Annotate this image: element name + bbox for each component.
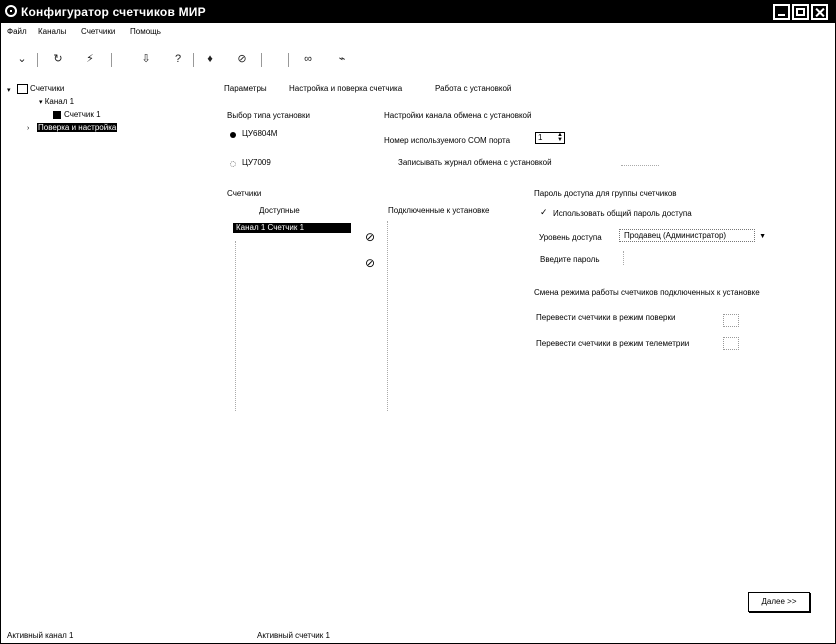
minimize-button[interactable] <box>773 4 790 20</box>
title-bar <box>1 1 835 23</box>
flag-icon[interactable]: ⌁ <box>338 53 346 65</box>
tree-item-label: Счетчики <box>30 84 65 94</box>
radio-install-type-2[interactable] <box>230 161 236 167</box>
com-port-label: Номер используемого COM порта <box>384 136 511 145</box>
close-button[interactable] <box>811 4 828 20</box>
channel-settings-heading: Настройки канала обмена с установкой <box>384 111 532 120</box>
wand-icon[interactable]: ⚡ <box>86 53 94 65</box>
list-border <box>387 221 388 411</box>
access-level-select[interactable] <box>619 229 766 242</box>
down-arrow-icon[interactable]: ⇩ <box>141 53 151 65</box>
com-port-value: 1 <box>538 133 543 142</box>
meter-icon <box>53 111 61 119</box>
verify-mode-label: Перевести счетчики в режим поверки <box>536 313 676 322</box>
menu-file[interactable]: Файл <box>7 27 27 36</box>
menu-help[interactable]: Помощь <box>130 27 161 36</box>
tab-parameters[interactable]: Параметры <box>224 84 267 93</box>
telemetry-mode-label: Перевести счетчики в режим телеметрии <box>536 339 690 348</box>
tab-meter-setup[interactable]: Настройка и поверка счетчика <box>289 84 403 93</box>
status-active-meter: Активный счетчик 1 <box>257 631 330 640</box>
help-icon[interactable]: ? <box>174 53 182 65</box>
spinner-arrows-icon[interactable]: ▲ ▼ <box>557 132 563 143</box>
tree-collapse-toggle[interactable]: ▾ <box>7 87 11 94</box>
tree-item-label: Канал 1 <box>44 97 75 106</box>
install-type-option-2: ЦУ7009 <box>242 158 271 167</box>
tree-collapse-toggle[interactable]: ▾ <box>39 99 43 106</box>
toolbar-separator <box>193 53 194 67</box>
toolbar-separator <box>37 53 38 67</box>
tree-item-verification[interactable]: Поверка и настройка <box>38 123 117 132</box>
mode-heading: Смена режима работы счетчиков подключенных к установке <box>534 288 760 297</box>
link-icon[interactable]: ∞ <box>304 53 312 65</box>
install-type-heading: Выбор типа установки <box>227 111 310 120</box>
radio-install-type-1[interactable] <box>230 132 236 138</box>
menu-meters[interactable]: Счетчики <box>81 27 116 36</box>
available-meters-label: Доступные <box>259 206 300 215</box>
refresh-icon[interactable]: ↻ <box>53 53 63 65</box>
install-type-option-1: ЦУ6804М <box>242 129 278 138</box>
connected-meters-label: Подключенные к установке <box>388 206 490 215</box>
remove-meter-button[interactable]: ⊘ <box>364 256 376 270</box>
menu-bar <box>1 25 835 39</box>
telemetry-mode-button[interactable] <box>723 337 739 350</box>
password-input[interactable] <box>623 251 624 265</box>
access-level-value: Продавец (Администратор) <box>624 231 727 240</box>
toolbar-separator <box>111 53 112 67</box>
toolbar-separator <box>261 53 262 67</box>
access-level-label: Уровень доступа <box>539 233 602 242</box>
chevron-down-icon[interactable]: ▼ <box>759 233 766 240</box>
toolbar <box>5 47 831 73</box>
folder-icon <box>17 84 28 94</box>
menu-channels[interactable]: Каналы <box>38 27 67 36</box>
app-icon <box>5 5 17 17</box>
tree-item-label: Счетчик 1 <box>64 110 101 119</box>
password-heading: Пароль доступа для группы счетчиков <box>534 189 677 198</box>
log-exchange-checkbox[interactable] <box>621 165 659 166</box>
status-bar <box>1 629 835 643</box>
verify-mode-button[interactable] <box>723 314 739 327</box>
connect-icon[interactable]: ⊘ <box>237 53 247 65</box>
tab-installation[interactable]: Работа с установкой <box>435 84 512 93</box>
tree-item-channel[interactable] <box>39 97 74 106</box>
tree-item-meters[interactable] <box>17 84 64 94</box>
use-common-password-label: Использовать общий пароль доступа <box>553 209 692 218</box>
enter-password-label: Введите пароль <box>540 255 600 264</box>
add-meter-button[interactable]: ⊘ <box>364 230 376 244</box>
navigation-tree <box>7 83 217 623</box>
log-exchange-label: Записывать журнал обмена с установкой <box>398 158 552 167</box>
tree-item-meter[interactable] <box>53 110 101 119</box>
lamp-icon[interactable]: ♦ <box>207 53 213 65</box>
tree-expand-toggle[interactable]: › <box>27 125 30 132</box>
toolbar-separator <box>288 53 289 67</box>
status-active-channel: Активный канал 1 <box>7 631 74 640</box>
next-button[interactable]: Далее >> <box>748 592 810 612</box>
available-meters-list[interactable] <box>233 221 353 411</box>
maximize-button[interactable] <box>792 4 809 20</box>
list-item[interactable]: Канал 1 Счетчик 1 <box>233 223 351 233</box>
use-common-password-checkbox[interactable]: ✓ <box>540 207 548 217</box>
list-border <box>235 241 236 411</box>
connected-meters-list[interactable] <box>389 221 519 411</box>
com-port-spinner[interactable] <box>535 132 565 144</box>
meters-heading: Счетчики <box>227 189 262 198</box>
dropdown-icon[interactable]: ⌄ <box>17 53 27 65</box>
window-title: Конфигуратор счетчиков МИР <box>21 5 206 19</box>
